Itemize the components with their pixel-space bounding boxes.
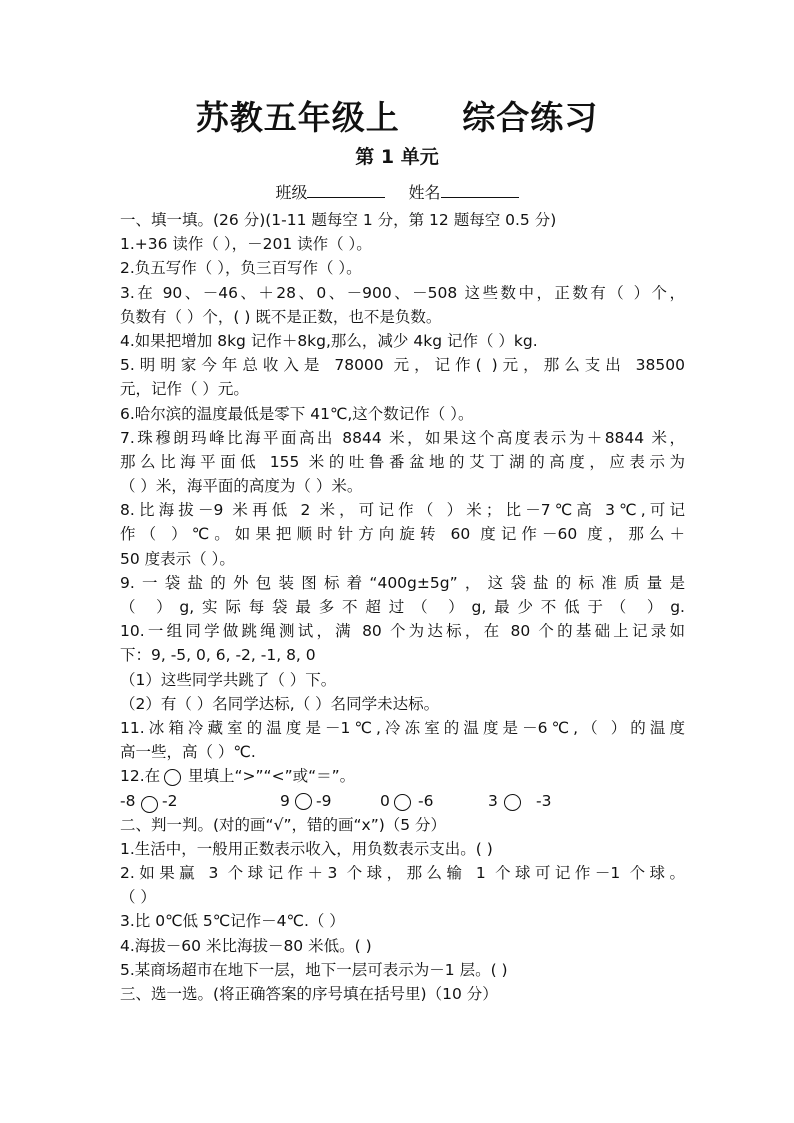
q12-comparisons (120, 789, 685, 813)
class-label: 班级 (275, 183, 308, 202)
section-heading-judge: 二、判一判。(对的画“√”，错的画“x”)（5 分） (120, 815, 447, 834)
compare-right: -2 (162, 791, 178, 810)
compare-left: 0 (380, 791, 390, 810)
section-heading-fill: 一、填一填。(26 分)(1-11 题每空 1 分，第 12 题每空 0.5 分) (120, 211, 557, 229)
compare-circle-blank[interactable] (295, 793, 312, 810)
class-blank[interactable] (307, 183, 385, 198)
compare-circle-blank[interactable] (141, 796, 158, 813)
question-line: （ ） (120, 888, 156, 907)
question-line: 5.明明家今年总收入是 78000 元，记作( )元，那么支出 38500 (120, 356, 685, 375)
question-line: （ ）g,实际每袋最多不超过（ ）g,最少不低于（ ）g. (120, 598, 685, 616)
question-line: 9.一袋盐的外包装图标着“400g±5g”，这袋盐的标准质量是 (120, 573, 685, 592)
question-line: （2）有（ ）名同学达标,（ ）名同学未达标。 (120, 694, 440, 713)
question-line: 3.在 90、－46、＋28、0、－900、－508 这些数中，正数有（ ）个， (120, 283, 685, 302)
compare-circle-blank[interactable] (504, 794, 521, 811)
compare-right: -6 (418, 791, 434, 810)
question-line: 11.冰箱冷藏室的温度是－1℃,冷冻室的温度是－6℃,（ ）的温度 (120, 718, 685, 737)
question-line: 2.负五写作（ ），负三百写作（ ）。 (120, 259, 362, 278)
question-line: 3.比 0℃低 5℃记作－4℃.（ ） (120, 912, 345, 931)
name-label: 姓名 (408, 183, 441, 202)
question-line: 5.某商场超市在地下一层，地下一层可表示为－1 层。( ) (120, 960, 508, 979)
question-line: 4.海拔－60 米比海拔－80 米低。( ) (120, 936, 372, 955)
compare-left: 9 (280, 791, 290, 810)
question-line: 作（ ）℃。如果把顺时针方向旋转 60 度记作－60 度，那么＋ (120, 525, 685, 544)
question-line: 1.生活中，一般用正数表示收入，用负数表示支出。( ) (120, 839, 493, 858)
name-blank[interactable] (441, 183, 519, 198)
question-line: 负数有（ ）个，( ) 既不是正数，也不是负数。 (120, 307, 442, 326)
question-line: 那么比海平面低 155 米的吐鲁番盆地的艾丁湖的高度，应表示为 (120, 452, 685, 471)
question-line: 8.比海拔－9 米再低 2 米，可记作（ ）米；比－7℃高 3℃,可记 (120, 501, 685, 520)
unit-subtitle: 第 1 单元 (355, 146, 439, 168)
question-line: 2.如果赢 3 个球记作＋3 个球，那么输 1 个球可记作－1 个球。 (120, 864, 685, 883)
compare-circle-icon (164, 769, 181, 786)
question-line: 1.+36 读作（ ），－201 读作（ ）。 (120, 235, 372, 254)
question-line: 高一些，高（ ）℃. (120, 743, 256, 762)
question-line: 4.如果把增加 8kg 记作＋8kg,那么，减少 4kg 记作（ ）kg. (120, 331, 538, 350)
worksheet-content (120, 208, 685, 1006)
question-line: 元，记作（ ）元。 (120, 380, 249, 399)
compare-right: -9 (316, 791, 332, 810)
q12-prefix: 12.在 (120, 767, 161, 786)
section-heading-choose: 三、选一选。(将正确答案的序号填在括号里)（10 分） (120, 985, 498, 1003)
page-title: 苏教五年级上 综合练习 (195, 98, 599, 137)
compare-circle-blank[interactable] (394, 794, 411, 811)
q12-suffix: 里填上“>”“<”或“＝”。 (188, 767, 356, 786)
question-line: 7.珠穆朗玛峰比海平面高出 8844 米，如果这个高度表示为＋8844 米， (120, 428, 685, 447)
question-line: （ ）米，海平面的高度为（ ）米。 (120, 477, 363, 496)
compare-left: 3 (488, 791, 498, 810)
question-line: 下：9, -5, 0, 6, -2, -1, 8, 0 (120, 646, 316, 665)
question-line: 10.一组同学做跳绳测试，满 80 个为达标，在 80 个的基础上记录如 (120, 622, 685, 641)
question-line: （1）这些同学共跳了（ ）下。 (120, 670, 337, 689)
compare-left: -8 (120, 791, 136, 810)
compare-right: -3 (536, 791, 552, 810)
question-line: 6.哈尔滨的温度最低是零下 41℃,这个数记作（ ）。 (120, 404, 474, 423)
q12-instruction (120, 764, 685, 788)
question-line: 50 度表示（ ）。 (120, 549, 235, 568)
student-info (0, 180, 794, 203)
